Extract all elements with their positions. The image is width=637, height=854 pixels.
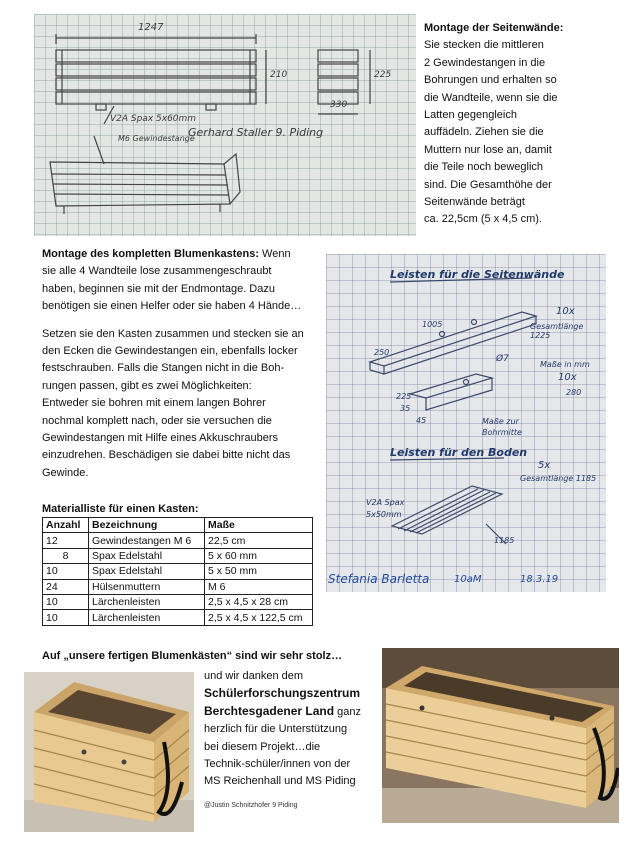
table-row xyxy=(43,564,313,579)
materials-table xyxy=(42,517,313,626)
sketch-2-screw-label: V2A Spax xyxy=(366,498,405,507)
section-assembly-line: nochmal komplett nach, oder sie versuchen die xyxy=(42,414,272,427)
section-assembly-line: den Ecken die Gewindestangen ein, ebenfalls locker xyxy=(42,345,298,358)
sketch-1-dim-side-height: 225 xyxy=(374,70,392,80)
sketch-2-total-floor: Gesamtlänge 1185 xyxy=(520,474,597,483)
sketch-2-date: 18.3.19 xyxy=(520,574,559,585)
section-side-walls-line: 2 Gewindestangen in die xyxy=(424,56,546,69)
sketch-1-screw-label: V2A Spax 5x60mm xyxy=(110,114,197,124)
closing-text xyxy=(204,668,380,814)
cell-dimensions: 5 x 60 mm xyxy=(205,548,313,563)
sketch-1-dim-height: 210 xyxy=(270,70,288,80)
cell-count: 10 xyxy=(43,564,89,579)
sketch-2-dim-1005: 1005 xyxy=(422,320,443,329)
sketch-2-dim-b: 35 xyxy=(400,404,411,413)
sketch-photo-1 xyxy=(34,14,416,236)
sketch-2-total-short: 280 xyxy=(566,388,582,397)
section-assembly-line: festschrauben. Falls die Stangen nicht in die Boh- xyxy=(42,362,285,375)
cell-count: 8 xyxy=(43,548,89,563)
sketch-2-class: 10aM xyxy=(454,574,482,585)
cell-count: 10 xyxy=(43,610,89,625)
cell-name: Spax Edelstahl xyxy=(89,548,205,563)
sketch-2-dim-floor: 1185 xyxy=(494,536,515,545)
section-assembly-line: haben, beginnen sie mit der Endmontage. Dazu xyxy=(42,282,275,295)
cell-name: Spax Edelstahl xyxy=(89,564,205,579)
sketch-2-title-floor: Leisten für den Boden xyxy=(390,446,528,459)
section-assembly-line: Entweder sie bohren mit einem langen Bohrer xyxy=(42,397,266,410)
column-header-name: Bezeichnung xyxy=(89,518,205,533)
cell-dimensions: 22,5 cm xyxy=(205,533,313,548)
section-assembly-title: Montage des kompletten Blumenkastens: xyxy=(42,248,259,260)
section-assembly-line: rungen passen, gibt es zwei Möglichkeiten: xyxy=(42,379,252,392)
section-side-walls-title: Montage der Seitenwände: xyxy=(424,22,564,34)
sketch-2-dim-a: 225 xyxy=(396,392,412,401)
section-assembly-line: sie alle 4 Wandteile lose zusammengeschraubt xyxy=(42,265,272,278)
section-side-walls-line: Latten gegengleich xyxy=(424,109,517,122)
sketch-1-rod-label: M6 Gewindestange xyxy=(118,134,195,143)
cell-dimensions: M 6 xyxy=(205,579,313,594)
planter-left-image xyxy=(24,672,194,832)
closing-headline: Auf „unsere fertigen Blumenkästen“ sind wir sehr stolz… xyxy=(42,650,343,662)
cell-name: Gewindestangen M 6 xyxy=(89,533,205,548)
closing-line: und wir danken dem xyxy=(204,670,304,682)
table-row xyxy=(43,548,313,563)
sketch-2-count-floor: 5x xyxy=(538,460,551,471)
cell-count: 24 xyxy=(43,579,89,594)
sketch-2-label-drill: Maße zur Bohrmitte xyxy=(482,417,522,437)
closing-line: MS Reichenhall und MS Piding xyxy=(204,775,356,788)
section-side-walls-line: auffädeln. Ziehen sie die xyxy=(424,126,544,139)
sketch-2-title-side: Leisten für die Seitenwände xyxy=(390,268,565,281)
sketch-1-dim-width: 330 xyxy=(330,100,348,110)
sketch-2-dim-250: 250 xyxy=(374,348,390,357)
closing-credit: @Justin Schnitzhofer 9 Piding xyxy=(204,801,298,809)
section-side-walls-line: sind. Die Gesamthöhe der xyxy=(424,178,552,191)
section-assembly-line: Gewinde. xyxy=(42,466,89,479)
table-header-row xyxy=(43,518,313,533)
sketch-2-signature: Stefania Barletta xyxy=(328,572,430,586)
section-side-walls xyxy=(424,20,629,229)
section-side-walls-line: Bohrungen und erhalten so xyxy=(424,74,557,87)
section-assembly-line: benötigen sie einen Helfer oder sie haben 4 Hände… xyxy=(42,300,302,313)
photo-planter-right xyxy=(382,648,619,823)
table-row xyxy=(43,533,313,548)
materials-section xyxy=(42,503,313,626)
section-side-walls-line: Seitenwände beträgt xyxy=(424,196,525,209)
section-side-walls-line: die Teile noch beweglich xyxy=(424,161,544,174)
cell-name: Lärchenleisten xyxy=(89,610,205,625)
sketch-2-label-short: Maße in mm xyxy=(540,360,590,369)
section-side-walls-line: die Wandteile, wenn sie die xyxy=(424,91,558,104)
sketch-1-signature: Gerhard Staller 9. Piding xyxy=(188,126,324,139)
cell-name: Lärchenleisten xyxy=(89,594,205,609)
cell-name: Hülsenmuttern xyxy=(89,579,205,594)
section-side-walls-line: Muttern nur lose an, damit xyxy=(424,143,552,156)
section-side-walls-line: ca. 22,5cm (5 x 4,5 cm). xyxy=(424,213,542,226)
cell-dimensions: 5 x 50 mm xyxy=(205,564,313,579)
cell-dimensions: 2,5 x 4,5 x 122,5 cm xyxy=(205,610,313,625)
cell-count: 10 xyxy=(43,594,89,609)
section-assembly-line: einzudrehen. Beschädigen sie dabei bitte nicht das xyxy=(42,449,291,462)
table-row xyxy=(43,579,313,594)
planter-right-image xyxy=(382,648,619,823)
sketch-1-dim-length: 1247 xyxy=(138,22,164,33)
materials-title: Materialliste für einen Kasten: xyxy=(42,503,199,515)
sketch-2-count-short: 10x xyxy=(558,372,577,383)
cell-count: 12 xyxy=(43,533,89,548)
photo-planter-left xyxy=(24,672,194,832)
sketch-2-dim-c: 45 xyxy=(416,416,427,425)
closing-line: Technik-schüler/innen von der xyxy=(204,758,351,771)
sketch-2-count-side: 10x xyxy=(556,306,575,317)
section-assembly-line-1: Montage des kompletten Blumenkastens: Wenn xyxy=(42,248,291,260)
section-assembly-line: Setzen sie den Kasten zusammen und stecken sie an xyxy=(42,327,304,340)
sketch-2-screw-label-2: 5x50mm xyxy=(366,510,402,519)
sketch-2-drawing xyxy=(326,254,606,592)
sketch-1-drawing xyxy=(34,14,416,236)
closing-line: herzlich für die Unterstützung xyxy=(204,723,348,736)
sketch-photo-2 xyxy=(326,254,606,592)
closing-org-1: Schülerforschungszentrum xyxy=(204,686,361,701)
table-row xyxy=(43,594,313,609)
table-row xyxy=(43,610,313,625)
column-header-count: Anzahl xyxy=(43,518,89,533)
cell-dimensions: 2,5 x 4,5 x 28 cm xyxy=(205,594,313,609)
closing-org-2: Berchtesgadener Land xyxy=(204,703,335,718)
section-assembly-line: Gewindestangen mit Hilfe eines Akkuschraubers xyxy=(42,432,279,445)
sketch-2-dim-holes: Ø7 xyxy=(496,354,509,364)
closing-org-line: Berchtesgadener Land ganz xyxy=(204,703,361,718)
section-side-walls-line: Sie stecken die mittleren xyxy=(424,39,544,52)
column-header-dimensions: Maße xyxy=(205,518,313,533)
section-assembly xyxy=(42,246,322,482)
closing-line: bei diesem Projekt…die xyxy=(204,740,321,753)
sketch-2-total-side: Gesamtlänge 1225 xyxy=(530,322,584,340)
